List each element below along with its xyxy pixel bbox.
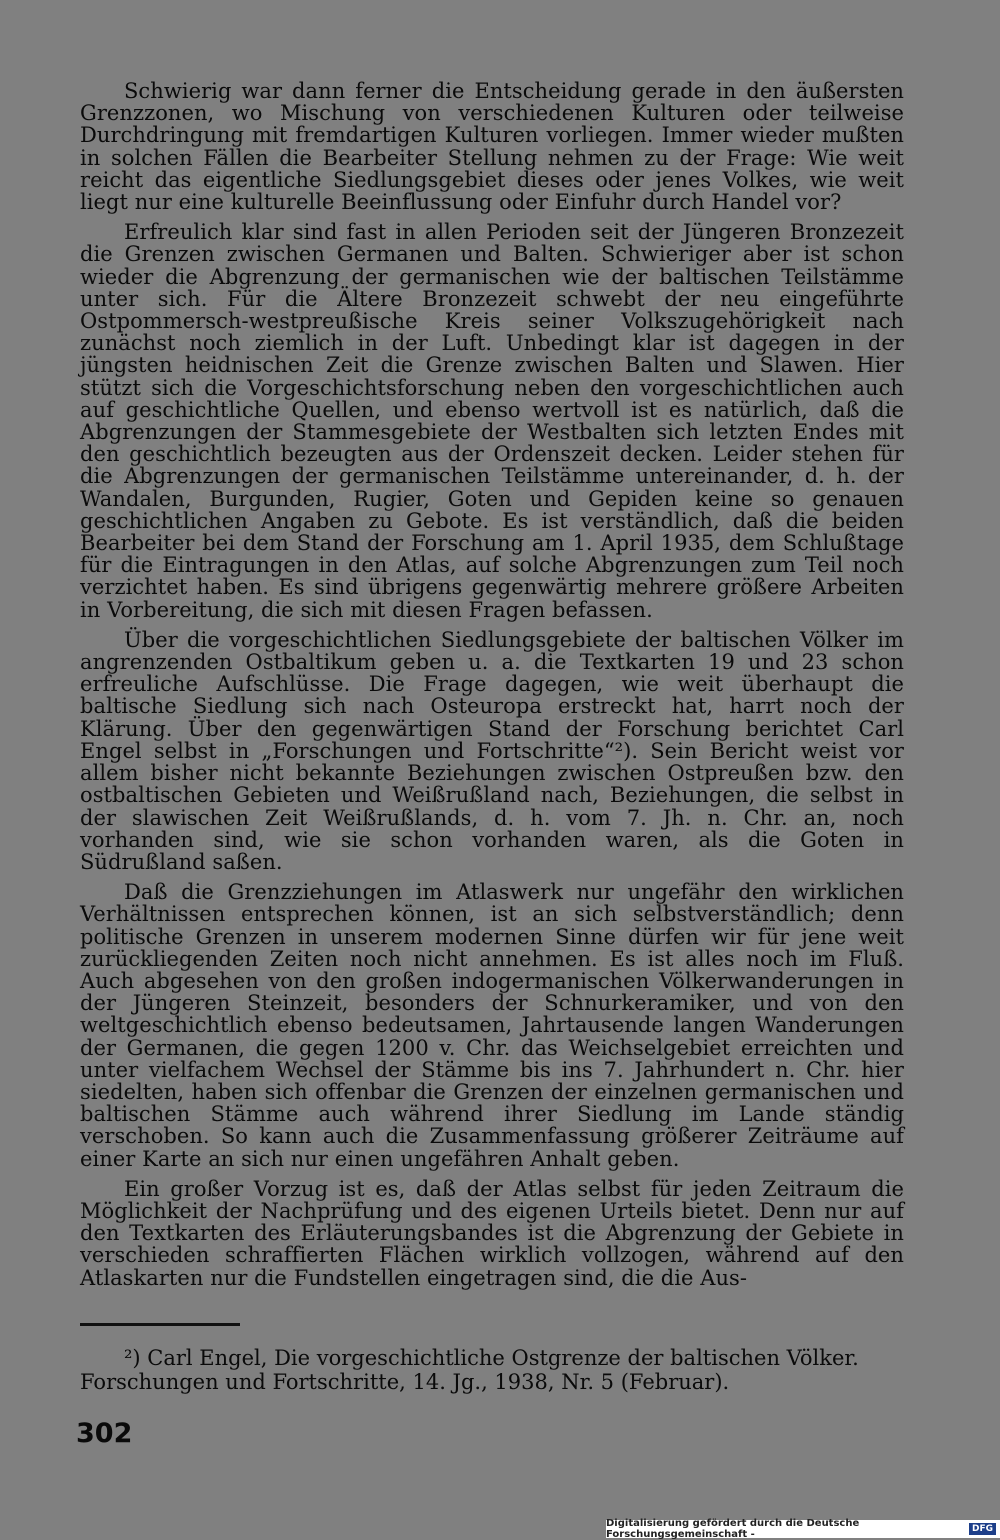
digitization-credit — [606, 1520, 1000, 1538]
main-text — [80, 80, 904, 1297]
dfg-logo-icon: DFG — [969, 1523, 996, 1535]
footnote: ²) Carl Engel, Die vorgeschichtliche Ostgrenze der baltischen Völker. Forschungen und Fortschritte, 14. Jg., 1938, Nr. 5 (Februar). — [80, 1346, 859, 1394]
paragraph-1: Schwierig war dann ferner die Entscheidung gerade in den äußersten Grenzzonen, wo Mischung von verschiedenen Kulturen oder teilweise Durchdringung mit fremdartigen Kulturen vorliegen. Immer wieder mußten in solchen Fällen die Bearbeiter Stellung nehmen zu der Frage: Wie weit reicht das eigentliche Siedlungsgebiet dieses oder jenes Volkes, wie weit liegt nur eine kulturelle Beeinflussung oder Einfuhr durch Handel vor? — [80, 79, 904, 215]
paragraph-5: Ein großer Vorzug ist es, daß der Atlas selbst für jeden Zeitraum die Möglichkeit der Nachprüfung und des eigenen Urteils bietet. Denn nur auf den Textkarten des Erläuterungsbandes ist die Abgrenzung der Gebiete in verschieden schraffierten Flächen wirklich vollzogen, während auf den Atlaskarten nur die Fundstellen eingetragen sind, die die Aus- — [80, 1176, 904, 1290]
paragraph-3: Über die vorgeschichtlichen Siedlungsgebiete der baltischen Völker im angrenzenden Ostbaltikum geben u. a. die Textkarten 19 und 23 schon erfreuliche Aufschlüsse. Die Frage dagegen, wie weit überhaupt die baltische Siedlung sich nach Osteuropa erstreckt hat, harrt noch der Klärung. Über den gegenwärtigen Stand der Forschung berichtet Carl Engel selbst in „Forschungen und Fortschritte“²). Sein Bericht weist vor allem bisher nicht bekannte Beziehungen zwischen Ostpreußen bzw. den ostbaltischen Gebieten und Weißrußland nach, Beziehungen, die selbst in der slawischen Zeit Weißrußlands, d. h. vom 7. Jh. n. Chr. an, noch vorhanden sind, wie sie schon vorhanden waren, als die Goten in Südrußland saßen. — [80, 627, 904, 874]
paragraph-2: Erfreulich klar sind fast in allen Perioden seit der Jüngeren Bronzezeit die Grenzen zwischen Germanen und Balten. Schwieriger aber ist schon wieder die Abgrenzung der germanischen wie der baltischen Teilstämme unter sich. Für die Ältere Bronzezeit schwebt der neu eingeführte Ostpommersch-westpreußische Kreis seiner Volkszugehörigkeit nach zunächst noch ziemlich in der Luft. Unbedingt klar ist dagegen in der jüngsten heidnischen Zeit die Grenze zwischen Balten und Slawen. Hier stützt sich die Vorgeschichtsforschung neben den vorgeschichtlichen auch auf geschichtliche Quellen, und ebenso wertvoll ist es natürlich, daß die Abgrenzungen der Stammesgebiete der Westbalten sich letzten Endes mit den geschichtlich bezeugten aus der Ordenszeit decken. Leider stehen für die Abgrenzungen der germanischen Teilstämme untereinander, d. h. der Wandalen, Burgunden, Rugier, Goten und Gepiden keine so genauen geschichtlichen Angaben zu Gebote. Es ist verständlich, daß die beiden Bearbeiter bei dem Stand der Forschung am 1. April 1935, dem Schlußtage für die Eintragungen in den Atlas, auf solche Abgrenzungen zum Teil noch verzichtet haben. Es sind übrigens gegenwärtig mehrere größere Arbeiten in Vorbereitung, die sich mit diesen Fragen befassen. — [80, 220, 904, 622]
paragraph-4: Daß die Grenzziehungen im Atlaswerk nur ungefähr den wirklichen Verhältnissen entsprechen können, ist an sich selbstverständlich; denn politische Grenzen in unserem modernen Sinne dürfen wir für jene weit zurückliegenden Zeiten noch nicht annehmen. Es ist alles noch im Fluß. Auch abgesehen von den großen indogermanischen Völkerwanderungen in der Jüngeren Steinzeit, besonders der Schnurkeramiker, und von den weltgeschichtlich ebenso bedeutsamen, Jahrtausende langen Wanderungen der Germanen, die gegen 1200 v. Chr. das Weichselgebiet erreichten und unter vielfachem Wechsel der Stämme bis ins 7. Jahrhundert n. Chr. hier siedelten, haben sich offenbar die Grenzen der einzelnen germanischen und baltischen Stämme auch während ihrer Siedlung im Lande ständig verschoben. So kann auch die Zusammenfassung größerer Zeiträume auf einer Karte an sich nur einen ungefähren Anhalt geben. — [80, 880, 904, 1171]
page-number: 302 — [76, 1418, 133, 1449]
footnote-divider — [80, 1323, 240, 1326]
credit-text: Digitalisierung gefördert durch die Deutsche Forschungsgemeinschaft - — [606, 1518, 860, 1540]
